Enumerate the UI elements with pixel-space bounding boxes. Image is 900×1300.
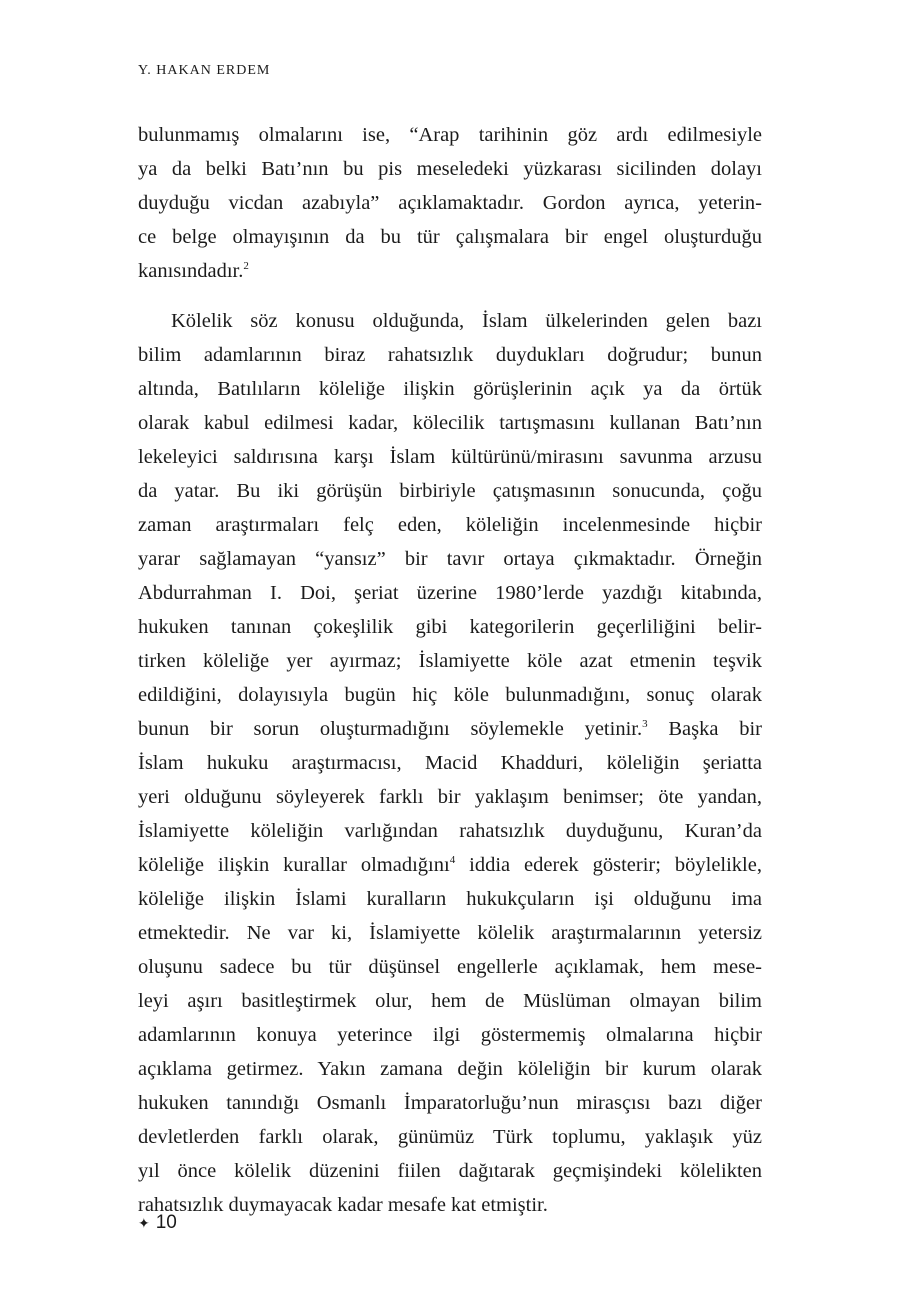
footnote-ref-2[interactable]: 2	[243, 260, 249, 272]
text-line: etmektedir. Ne var ki, İslamiyette kölelik araştırmalarının yetersiz	[138, 922, 762, 944]
text-line: oluşunu sadece bu tür düşünsel engellerle açıklamak, hem mese-	[138, 956, 762, 978]
text-line: bilim adamlarının biraz rahatsızlık duydukları doğrudur; bunun	[138, 344, 762, 366]
text-line: devletlerden farklı olarak, günümüz Türk toplumu, yaklaşık yüz	[138, 1126, 762, 1148]
text-line: leyi aşırı basitleştirmek olur, hem de Müslüman olmayan bilim	[138, 990, 762, 1012]
page-number: 10	[155, 1212, 177, 1233]
text-line: İslamiyette köleliğin varlığından rahatsızlık duyduğunu, Kuran’da	[138, 820, 762, 842]
running-head-author: Y. HAKAN ERDEM	[138, 63, 271, 78]
text-line: altında, Batılıların köleliğe ilişkin görüşlerinin açık ya da örtük	[138, 378, 762, 400]
text-line	[138, 712, 762, 746]
text-line: ya da belki Batı’nın bu pis meseledeki yüzkarası sicilinden dolayı	[138, 158, 762, 180]
text-line	[138, 254, 762, 288]
text-line: duyduğu vicdan azabıyla” açıklamaktadır. Gordon ayrıca, yeterin-	[138, 192, 762, 214]
text-line: adamlarının konuya yeterince ilgi göstermemiş olmalarına hiçbir	[138, 1024, 762, 1046]
text-line: hukuken tanınan çokeşlilik gibi kategorilerin geçerliliğini belir-	[138, 616, 762, 638]
text-line: ce belge olmayışının da bu tür çalışmalara bir engel oluşturduğu	[138, 226, 762, 248]
text-line: olarak kabul edilmesi kadar, kölecilik tartışmasını kullanan Batı’nın	[138, 412, 762, 434]
text-line: tirken köleliğe yer ayırmaz; İslamiyette köle azat etmenin teşvik	[138, 650, 762, 672]
text-line: rahatsızlık duymayacak kadar mesafe kat etmiştir.	[138, 1194, 548, 1216]
text-fragment: kanısındadır.	[138, 260, 244, 282]
text-line: hukuken tanındığı Osmanlı İmparatorluğu’nun mirasçısı bazı diğer	[138, 1092, 762, 1114]
paragraph-1	[138, 118, 762, 288]
text-fragment: köleliğe ilişkin kurallar olmadığını	[138, 854, 450, 876]
text-fragment: iddia ederek gösterir; böylelikle,	[455, 854, 762, 876]
text-line: İslam hukuku araştırmacısı, Macid Khadduri, köleliğin şeriatta	[138, 752, 762, 774]
paragraph-2	[138, 304, 762, 1222]
page-footer	[138, 1212, 177, 1234]
text-line: zaman araştırmaları felç eden, köleliğin incelenmesinde hiçbir	[138, 514, 762, 536]
text-line: yeri olduğunu söyleyerek farklı bir yaklaşım benimser; öte yandan,	[138, 786, 762, 808]
diamond-ornament-icon: ✦	[138, 1215, 150, 1231]
body-text	[138, 118, 762, 1222]
text-line	[138, 848, 762, 882]
footnote-ref-3[interactable]: 3	[642, 718, 648, 730]
text-line: lekeleyici saldırısına karşı İslam kültürünü/mirasını savunma arzusu	[138, 446, 762, 468]
text-line: yarar sağlamayan “yansız” bir tavır ortaya çıkmaktadır. Örneğin	[138, 548, 762, 570]
text-line: köleliğe ilişkin İslami kuralların hukukçuların işi olduğunu ima	[138, 888, 762, 910]
text-line: açıklama getirmez. Yakın zamana değin köleliğin bir kurum olarak	[138, 1058, 762, 1080]
text-line: Kölelik söz konusu olduğunda, İslam ülkelerinden gelen bazı	[171, 310, 762, 332]
text-line: edildiğini, dolayısıyla bugün hiç köle bulunmadığını, sonuç olarak	[138, 684, 762, 706]
text-fragment: Başka bir	[647, 718, 762, 740]
text-line: Abdurrahman I. Doi, şeriat üzerine 1980’lerde yazdığı kitabında,	[138, 582, 762, 604]
footnote-ref-4[interactable]: 4	[449, 854, 456, 866]
text-line: da yatar. Bu iki görüşün birbiriyle çatışmasının sonucunda, çoğu	[138, 480, 762, 502]
text-line: yıl önce kölelik düzenini fiilen dağıtarak geçmişindeki kölelikten	[138, 1160, 762, 1182]
text-fragment: bunun bir sorun oluşturmadığını söylemekle yetinir.	[138, 718, 643, 740]
text-line: bulunmamış olmalarını ise, “Arap tarihinin göz ardı edilmesiyle	[138, 124, 762, 146]
